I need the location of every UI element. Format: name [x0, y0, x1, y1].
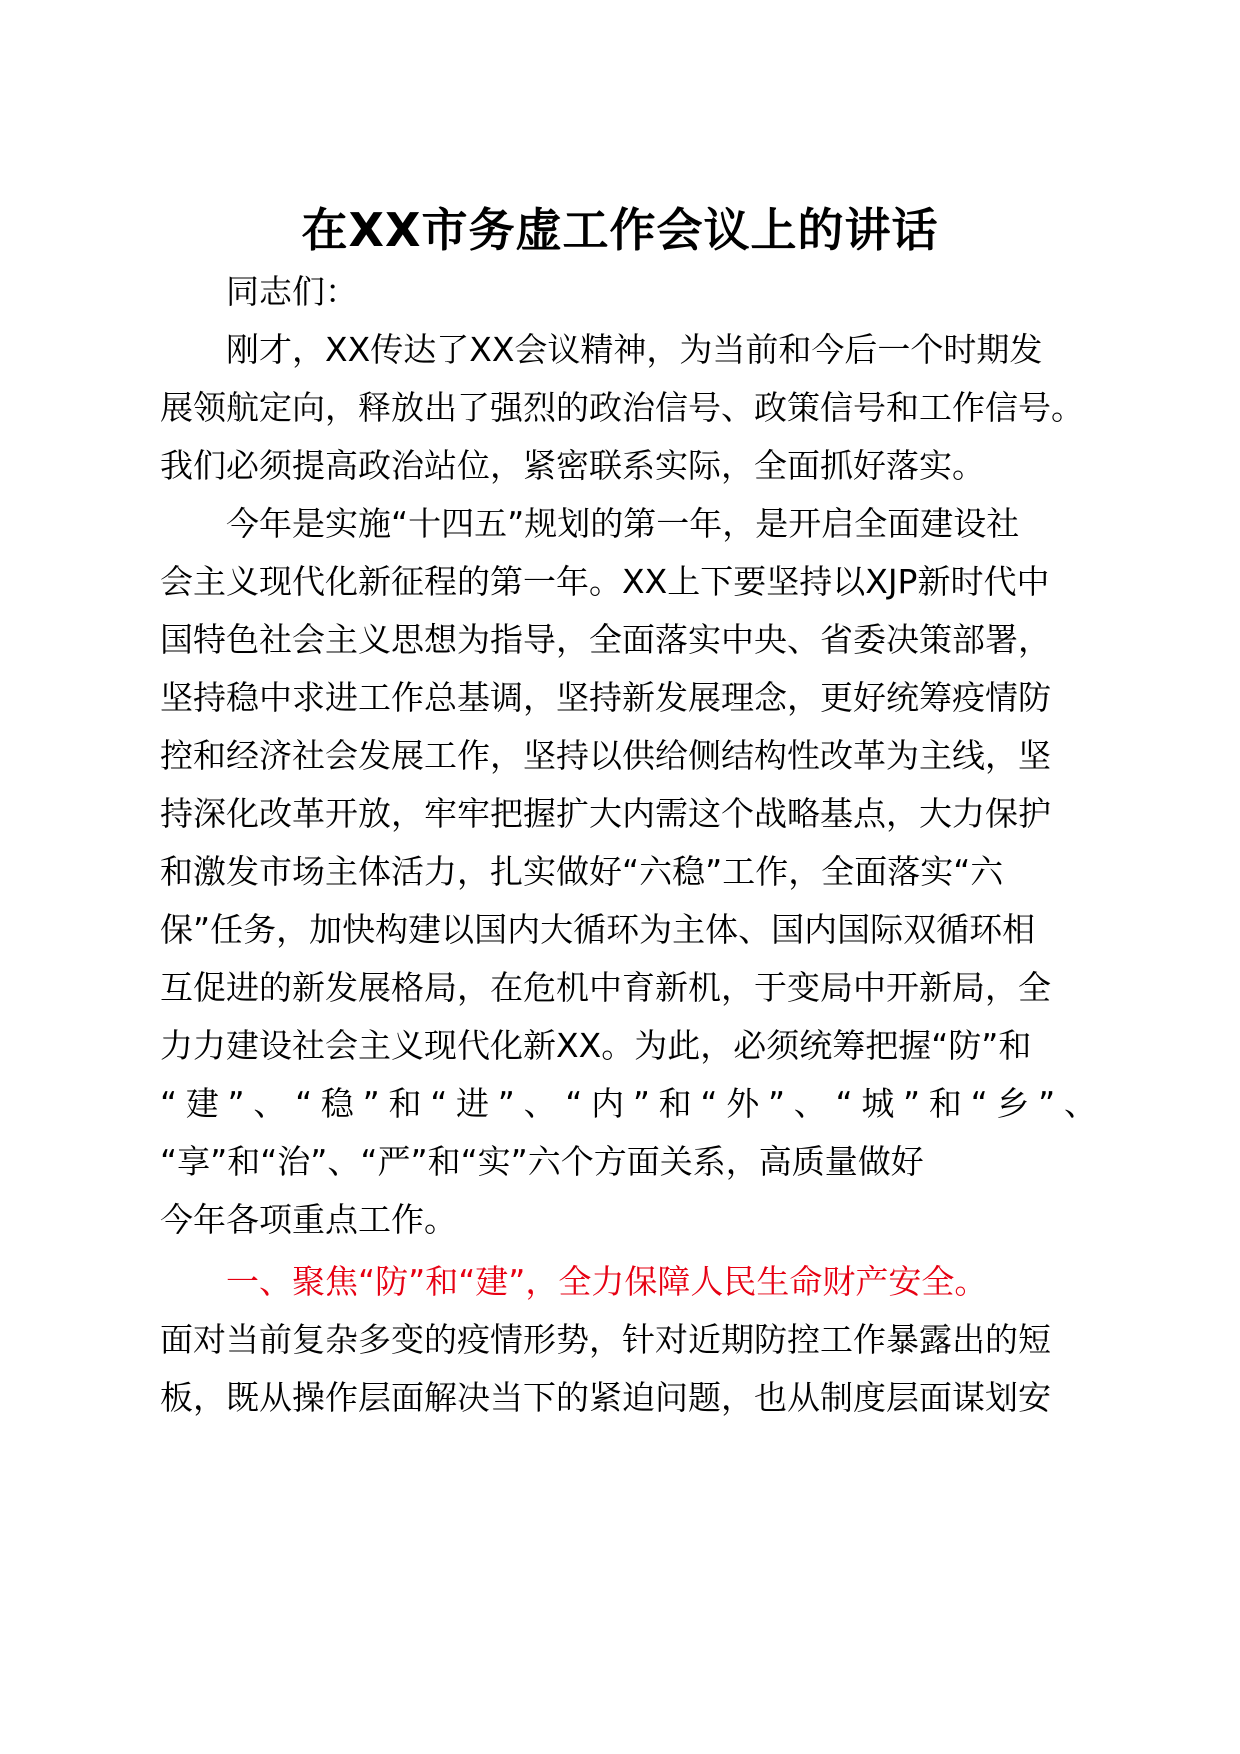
paragraph1-line-2: 展领航定向，释放出了强烈的政治信号、政策信号和工作信号。: [160, 388, 1084, 427]
paragraph2-line-12: “享”和“治”、“严”和“实”六个方面关系，高质量做好: [160, 1142, 924, 1181]
paragraph2-line-1: 今年是实施“十四五”规划的第一年，是开启全面建设社: [226, 504, 1020, 543]
section1-heading: 一、聚焦“防”和“建”，全力保障人民生命财产安全。: [226, 1262, 988, 1301]
paragraph2-line-10: 力力建设社会主义现代化新XX。为此，必须统筹把握“防”和: [160, 1026, 1032, 1065]
section1-line-2: 板，既从操作层面解决当下的紧迫问题，也从制度层面谋划安: [160, 1378, 1051, 1417]
paragraph2-line-6: 持深化改革开放，牢牢把握扩大内需这个战略基点，大力保护: [160, 794, 1051, 833]
section1-line-1: 面对当前复杂多变的疫情形势，针对近期防控工作暴露出的短: [160, 1320, 1051, 1359]
paragraph2-line-2: 会主义现代化新征程的第一年。XX上下要坚持以XJP新时代中: [160, 562, 1050, 601]
document-title: 在XX市务虚工作会议上的讲话: [301, 203, 939, 257]
paragraph2-line-8: 保”任务，加快构建以国内大循环为主体、国内国际双循环相: [160, 910, 1036, 949]
paragraph2-line-9: 互促进的新发展格局，在危机中育新机，于变局中开新局，全: [160, 968, 1051, 1007]
paragraph2-line-3: 国特色社会主义思想为指导，全面落实中央、省委决策部署，: [160, 620, 1051, 659]
paragraph2-line-11: “建”、“稳”和“进”、“内”和“外”、“城”和“乡”、: [160, 1084, 1097, 1123]
paragraph1-line-1: 刚才，XX传达了XX会议精神，为当前和今后一个时期发: [226, 330, 1043, 369]
paragraph2-line-4: 坚持稳中求进工作总基调，坚持新发展理念，更好统筹疫情防: [160, 678, 1051, 717]
greeting: 同志们：: [226, 272, 358, 311]
paragraph1-line-3: 我们必须提高政治站位，紧密联系实际，全面抓好落实。: [160, 446, 985, 485]
paragraph2-line-13: 今年各项重点工作。: [160, 1200, 457, 1239]
paragraph2-line-5: 控和经济社会发展工作，坚持以供给侧结构性改革为主线，坚: [160, 736, 1051, 775]
paragraph2-line-7: 和激发市场主体活力，扎实做好“六稳”工作，全面落实“六: [160, 852, 1004, 891]
